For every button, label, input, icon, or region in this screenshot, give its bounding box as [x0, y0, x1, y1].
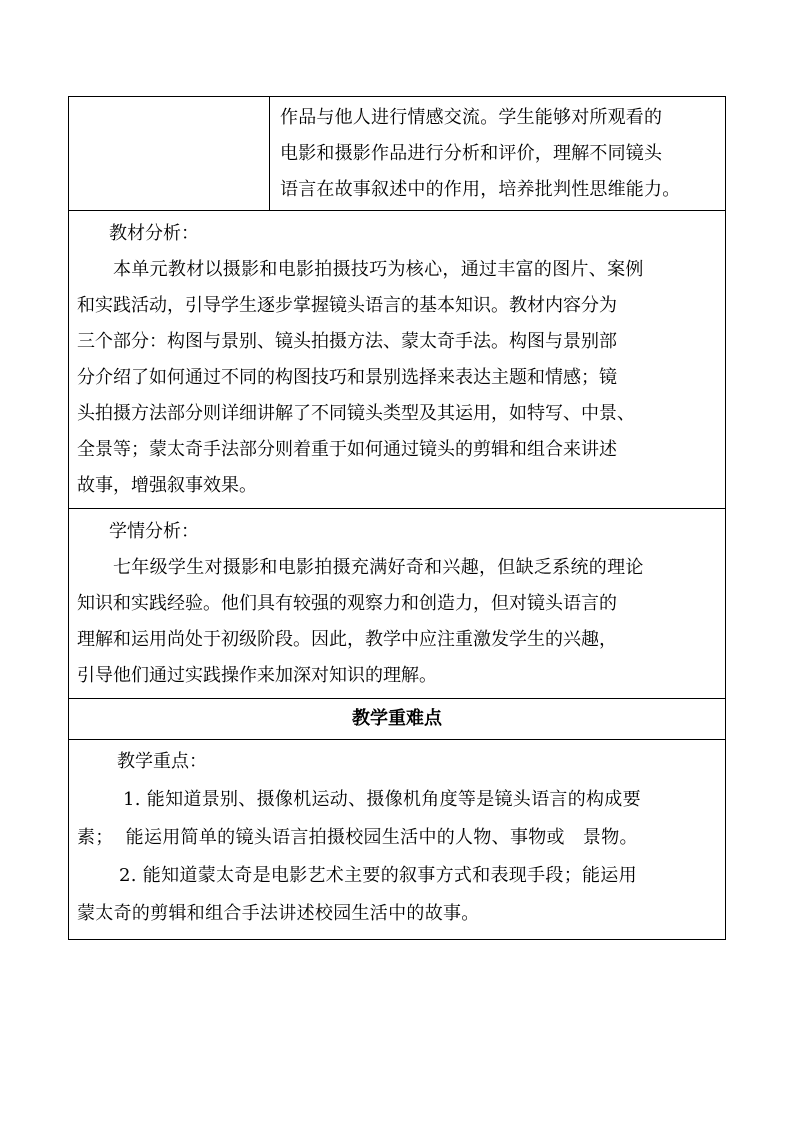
keypoints-heading: 教学重点： [117, 751, 207, 772]
keypoint-item-2-line: 蒙太奇的剪辑和组合手法讲述校园生活中的故事。 [77, 903, 480, 924]
student-analysis-heading: 学情分析： [109, 521, 199, 542]
keypoints-row [69, 740, 726, 940]
student-line: 七年级学生对摄影和电影拍摄充满好奇和兴趣，但缺乏系统的理论 [113, 557, 644, 578]
textbook-line: 和实践活动，引导学生逐步掌握镜头语言的基本知识。教材内容分为 [77, 295, 617, 316]
keypoints-title: 教学重难点 [69, 699, 726, 740]
keypoint-item-1-line: 素； 能运用简单的镜头语言拍摄校园生活中的人物、事物或 景物。 [77, 827, 638, 848]
textbook-line: 本单元教材以摄影和电影拍摄技巧为核心，通过丰富的图片、案例 [113, 259, 644, 280]
empty-label-cell [69, 97, 270, 211]
textbook-line: 头拍摄方法部分则详细讲解了不同镜头类型及其运用，如特写、中景、 [77, 403, 635, 424]
student-line: 理解和运用尚处于初级阶段。因此，教学中应注重激发学生的兴趣， [77, 629, 617, 650]
keypoints-title-row [69, 699, 726, 740]
keypoints-cell [69, 740, 726, 940]
textbook-line: 分介绍了如何通过不同的构图技巧和景别选择来表达主题和情感；镜 [77, 367, 617, 388]
goals-continuation-row [69, 97, 726, 211]
textbook-analysis-heading: 教材分析： [109, 223, 199, 244]
keypoint-item-2-line: 2. 能知道蒙太奇是电影艺术主要的叙事方式和表现手段；能运用 [119, 865, 637, 886]
goals-text-cell [270, 97, 726, 211]
keypoint-item-1-line: 1. 能知道景别、摄像机运动、摄像机角度等是镜头语言的构成要 [123, 789, 641, 810]
student-analysis-row [69, 509, 726, 699]
textbook-line: 故事，增强叙事效果。 [77, 475, 257, 496]
student-analysis-cell [69, 509, 726, 699]
textbook-line: 全景等；蒙太奇手法部分则着重于如何通过镜头的剪辑和组合来讲述 [77, 439, 617, 460]
student-line: 知识和实践经验。他们具有较强的观察力和创造力，但对镜头语言的 [77, 593, 617, 614]
lesson-plan-table [68, 96, 726, 940]
textbook-analysis-row [69, 211, 726, 509]
textbook-analysis-cell [69, 211, 726, 509]
student-line: 引导他们通过实践操作来加深对知识的理解。 [77, 665, 437, 686]
goals-line: 电影和摄影作品进行分析和评价，理解不同镜头 [280, 143, 663, 164]
goals-line: 作品与他人进行情感交流。学生能够对所观看的 [280, 107, 663, 128]
textbook-line: 三个部分：构图与景别、镜头拍摄方法、蒙太奇手法。构图与景别部 [77, 331, 617, 352]
goals-line: 语言在故事叙述中的作用，培养批判性思维能力。 [280, 179, 681, 200]
